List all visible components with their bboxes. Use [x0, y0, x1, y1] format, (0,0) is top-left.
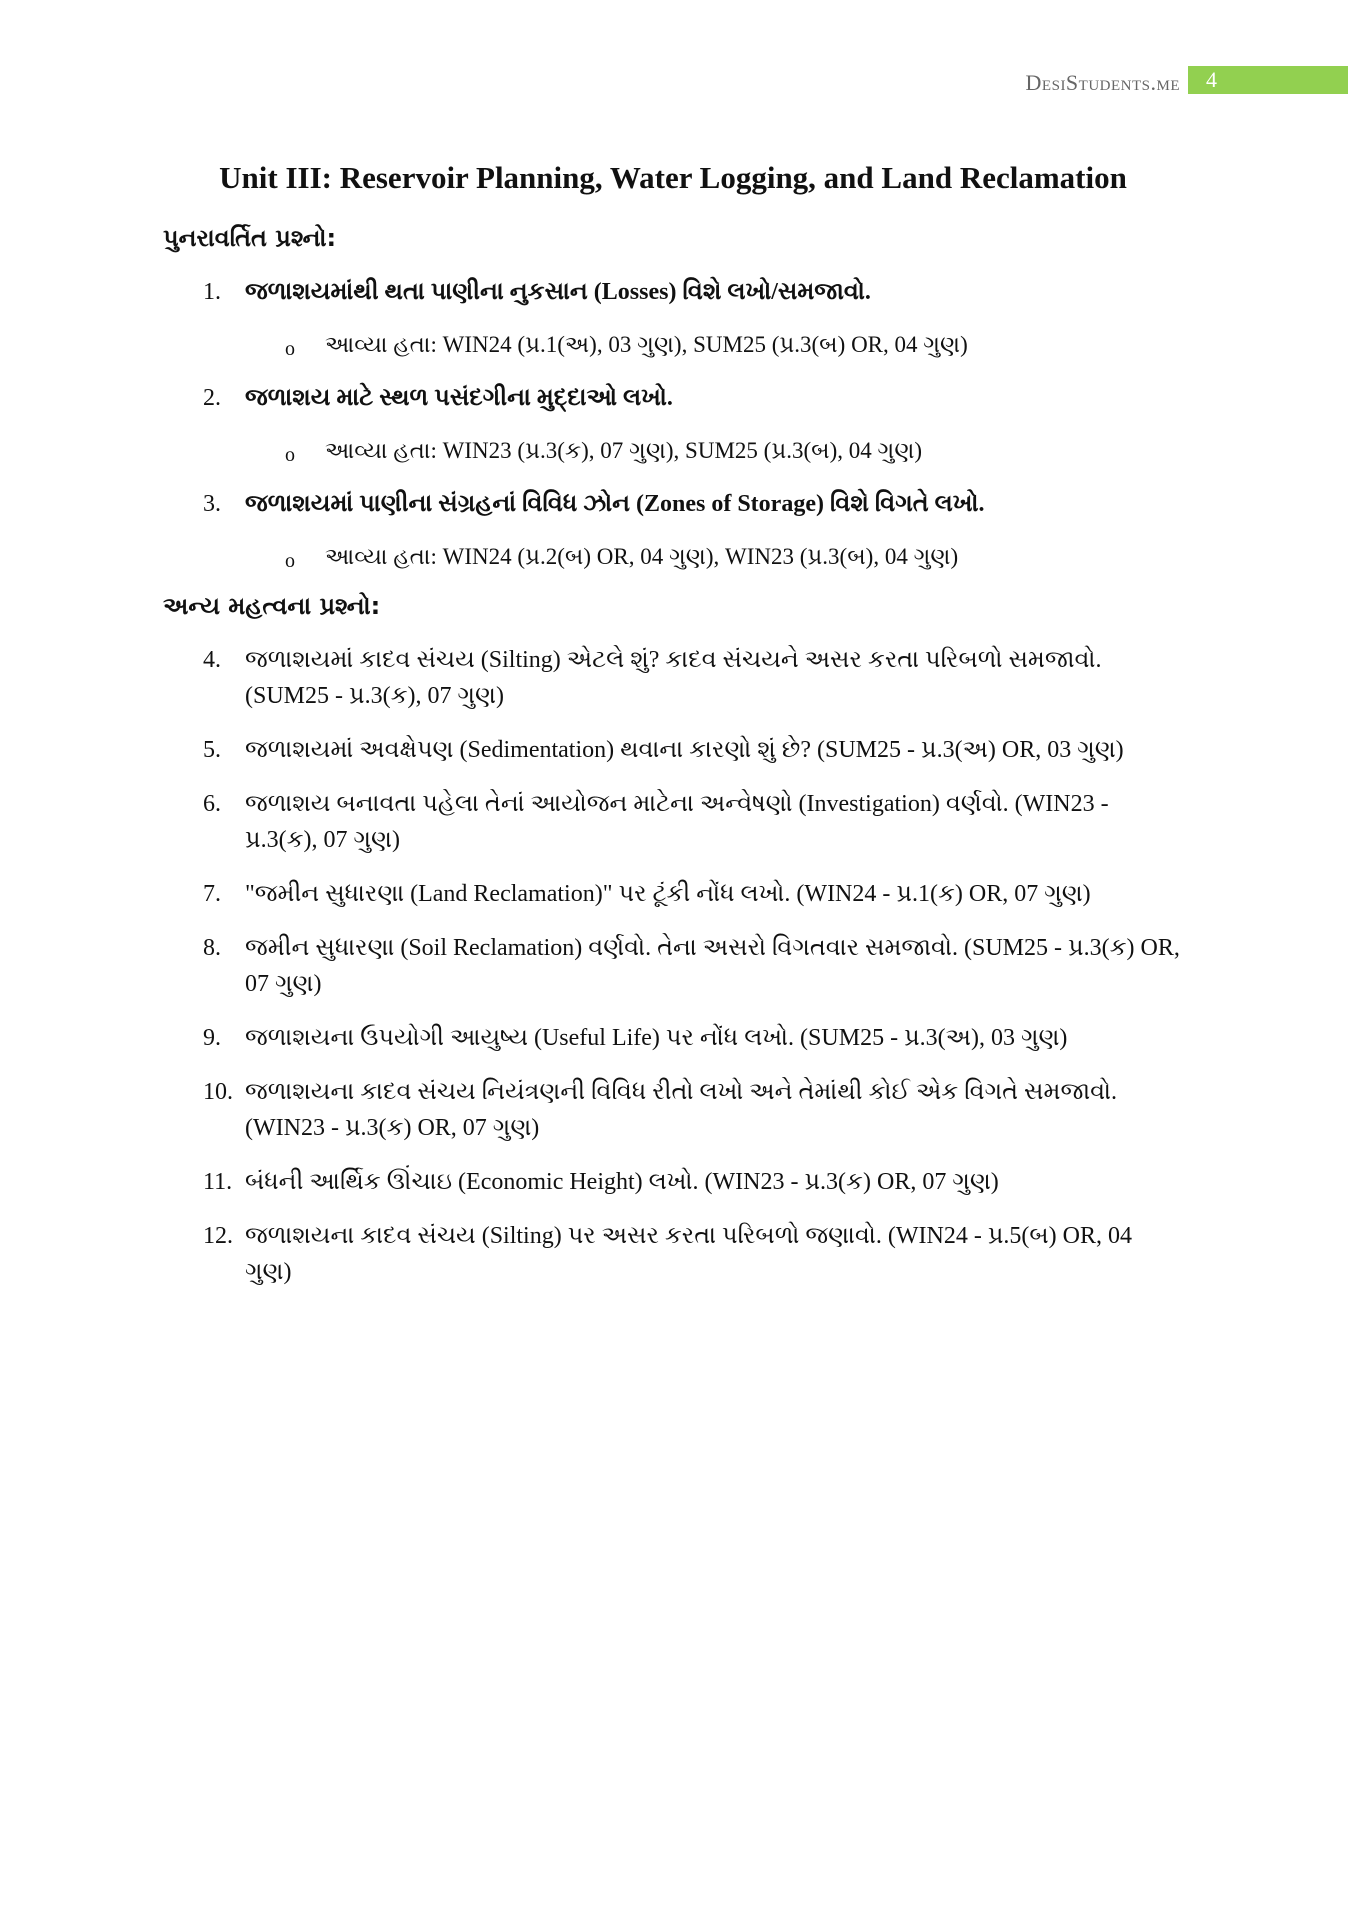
asked-in-note: [163, 328, 1183, 362]
list-item: [163, 1020, 1183, 1056]
circle-bullet-icon: o: [285, 338, 295, 360]
item-number: 11.: [203, 1169, 233, 1195]
asked-in-note: [163, 434, 1183, 468]
site-name: DesiStudents.me: [1025, 70, 1180, 95]
item-number: 9.: [203, 1025, 221, 1051]
list-item: [163, 732, 1183, 768]
item-number: 12.: [203, 1223, 233, 1249]
question-text: જળાશયના ઉપયોગી આયુષ્ય (Useful Life) પર નોંધ લખો. (SUM25 - પ્ર.3(અ), 03 ગુણ): [245, 1025, 1068, 1051]
page-header: [0, 66, 1358, 96]
other-questions-list: [163, 642, 1183, 1290]
question-text: જળાશયના કાદવ સંચય (Silting) પર અસર કરતા પરિબળો જણાવો. (WIN24 - પ્ર.5(બ) OR, 04 ગુણ): [245, 1223, 1133, 1285]
list-item: [163, 930, 1183, 1002]
list-item: [163, 786, 1183, 858]
list-item: [163, 876, 1183, 912]
item-number: 4.: [203, 647, 221, 673]
repeated-questions-heading: પુનરાવર્તિત પ્રશ્નો:: [163, 224, 337, 252]
list-item: [163, 486, 1183, 522]
question-text: જમીન સુધારણા (Soil Reclamation) વર્ણવો. તેના અસરો વિગતવાર સમજાવો. (SUM25 - પ્ર.3(ક) OR, 07 ગુણ): [245, 935, 1180, 997]
document-body: [163, 160, 1183, 1308]
list-item: [163, 1074, 1183, 1146]
unit-title: Unit III: Reservoir Planning, Water Logging, and Land Reclamation: [219, 160, 1127, 195]
question-text: "જમીન સુધારણા (Land Reclamation)" પર ટૂંકી નોંધ લખો. (WIN24 - પ્ર.1(ક) OR, 07 ગુણ): [245, 881, 1091, 907]
repeated-questions-list: [163, 274, 1183, 574]
question-text: જળાશયમાં કાદવ સંચય (Silting) એટલે શું? કાદવ સંચયને અસર કરતા પરિબળો સમજાવો. (SUM25 - પ્ર.3(ક), 07 ગુણ): [245, 647, 1102, 709]
item-number: 3.: [203, 491, 221, 517]
question-text: જળાશયમાં અવક્ષેપણ (Sedimentation) થવાના કારણો શું છે? (SUM25 - પ્ર.3(અ) OR, 03 ગુણ): [245, 737, 1124, 763]
item-number: 2.: [203, 385, 221, 411]
item-number: 5.: [203, 737, 221, 763]
item-number: 8.: [203, 935, 221, 961]
circle-bullet-icon: o: [285, 550, 295, 572]
other-questions-heading: અન્ય મહત્વના પ્રશ્નો:: [163, 592, 381, 620]
question-text: બંધની આર્થિક ઊંચાઇ (Economic Height) લખો. (WIN23 - પ્ર.3(ક) OR, 07 ગુણ): [245, 1169, 999, 1195]
list-item: [163, 1218, 1183, 1290]
list-item: [163, 380, 1183, 416]
question-text: જળાશયમાં પાણીના સંગ્રહનાં વિવિધ ઝોન (Zones of Storage) વિશે વિગતે લખો.: [245, 491, 985, 517]
asked-in-note: [163, 540, 1183, 574]
circle-bullet-icon: o: [285, 444, 295, 466]
question-text: જળાશય બનાવતા પહેલા તેનાં આયોજન માટેના અન્વેષણો (Investigation) વર્ણવો. (WIN23 - પ્ર.3(ક), 07 ગુણ): [245, 791, 1109, 853]
asked-in-text: આવ્યા હતા: WIN23 (પ્ર.3(ક), 07 ગુણ), SUM25 (પ્ર.3(બ), 04 ગુણ): [325, 438, 923, 463]
asked-in-text: આવ્યા હતા: WIN24 (પ્ર.2(બ) OR, 04 ગુણ), WIN23 (પ્ર.3(બ), 04 ગુણ): [325, 544, 959, 569]
page-number: 4: [1206, 67, 1217, 92]
question-text: જળાશય માટે સ્થળ પસંદગીના મુદ્દાઓ લખો.: [245, 385, 673, 411]
list-item: [163, 1164, 1183, 1200]
question-text: જળાશયના કાદવ સંચય નિયંત્રણની વિવિધ રીતો લખો અને તેમાંથી કોઈ એક વિગતે સમજાવો. (WIN23 - પ્ર.3(ક) OR, 07 ગુણ): [245, 1079, 1118, 1141]
question-text: જળાશયમાંથી થતા પાણીના નુકસાન (Losses) વિશે લખો/સમજાવો.: [245, 279, 871, 305]
asked-in-text: આવ્યા હતા: WIN24 (પ્ર.1(અ), 03 ગુણ), SUM25 (પ્ર.3(બ) OR, 04 ગુણ): [325, 332, 968, 357]
list-item: [163, 642, 1183, 714]
item-number: 7.: [203, 881, 221, 907]
item-number: 6.: [203, 791, 221, 817]
page-number-badge: [1188, 66, 1348, 94]
item-number: 1.: [203, 279, 221, 305]
list-item: [163, 274, 1183, 310]
item-number: 10.: [203, 1079, 233, 1105]
